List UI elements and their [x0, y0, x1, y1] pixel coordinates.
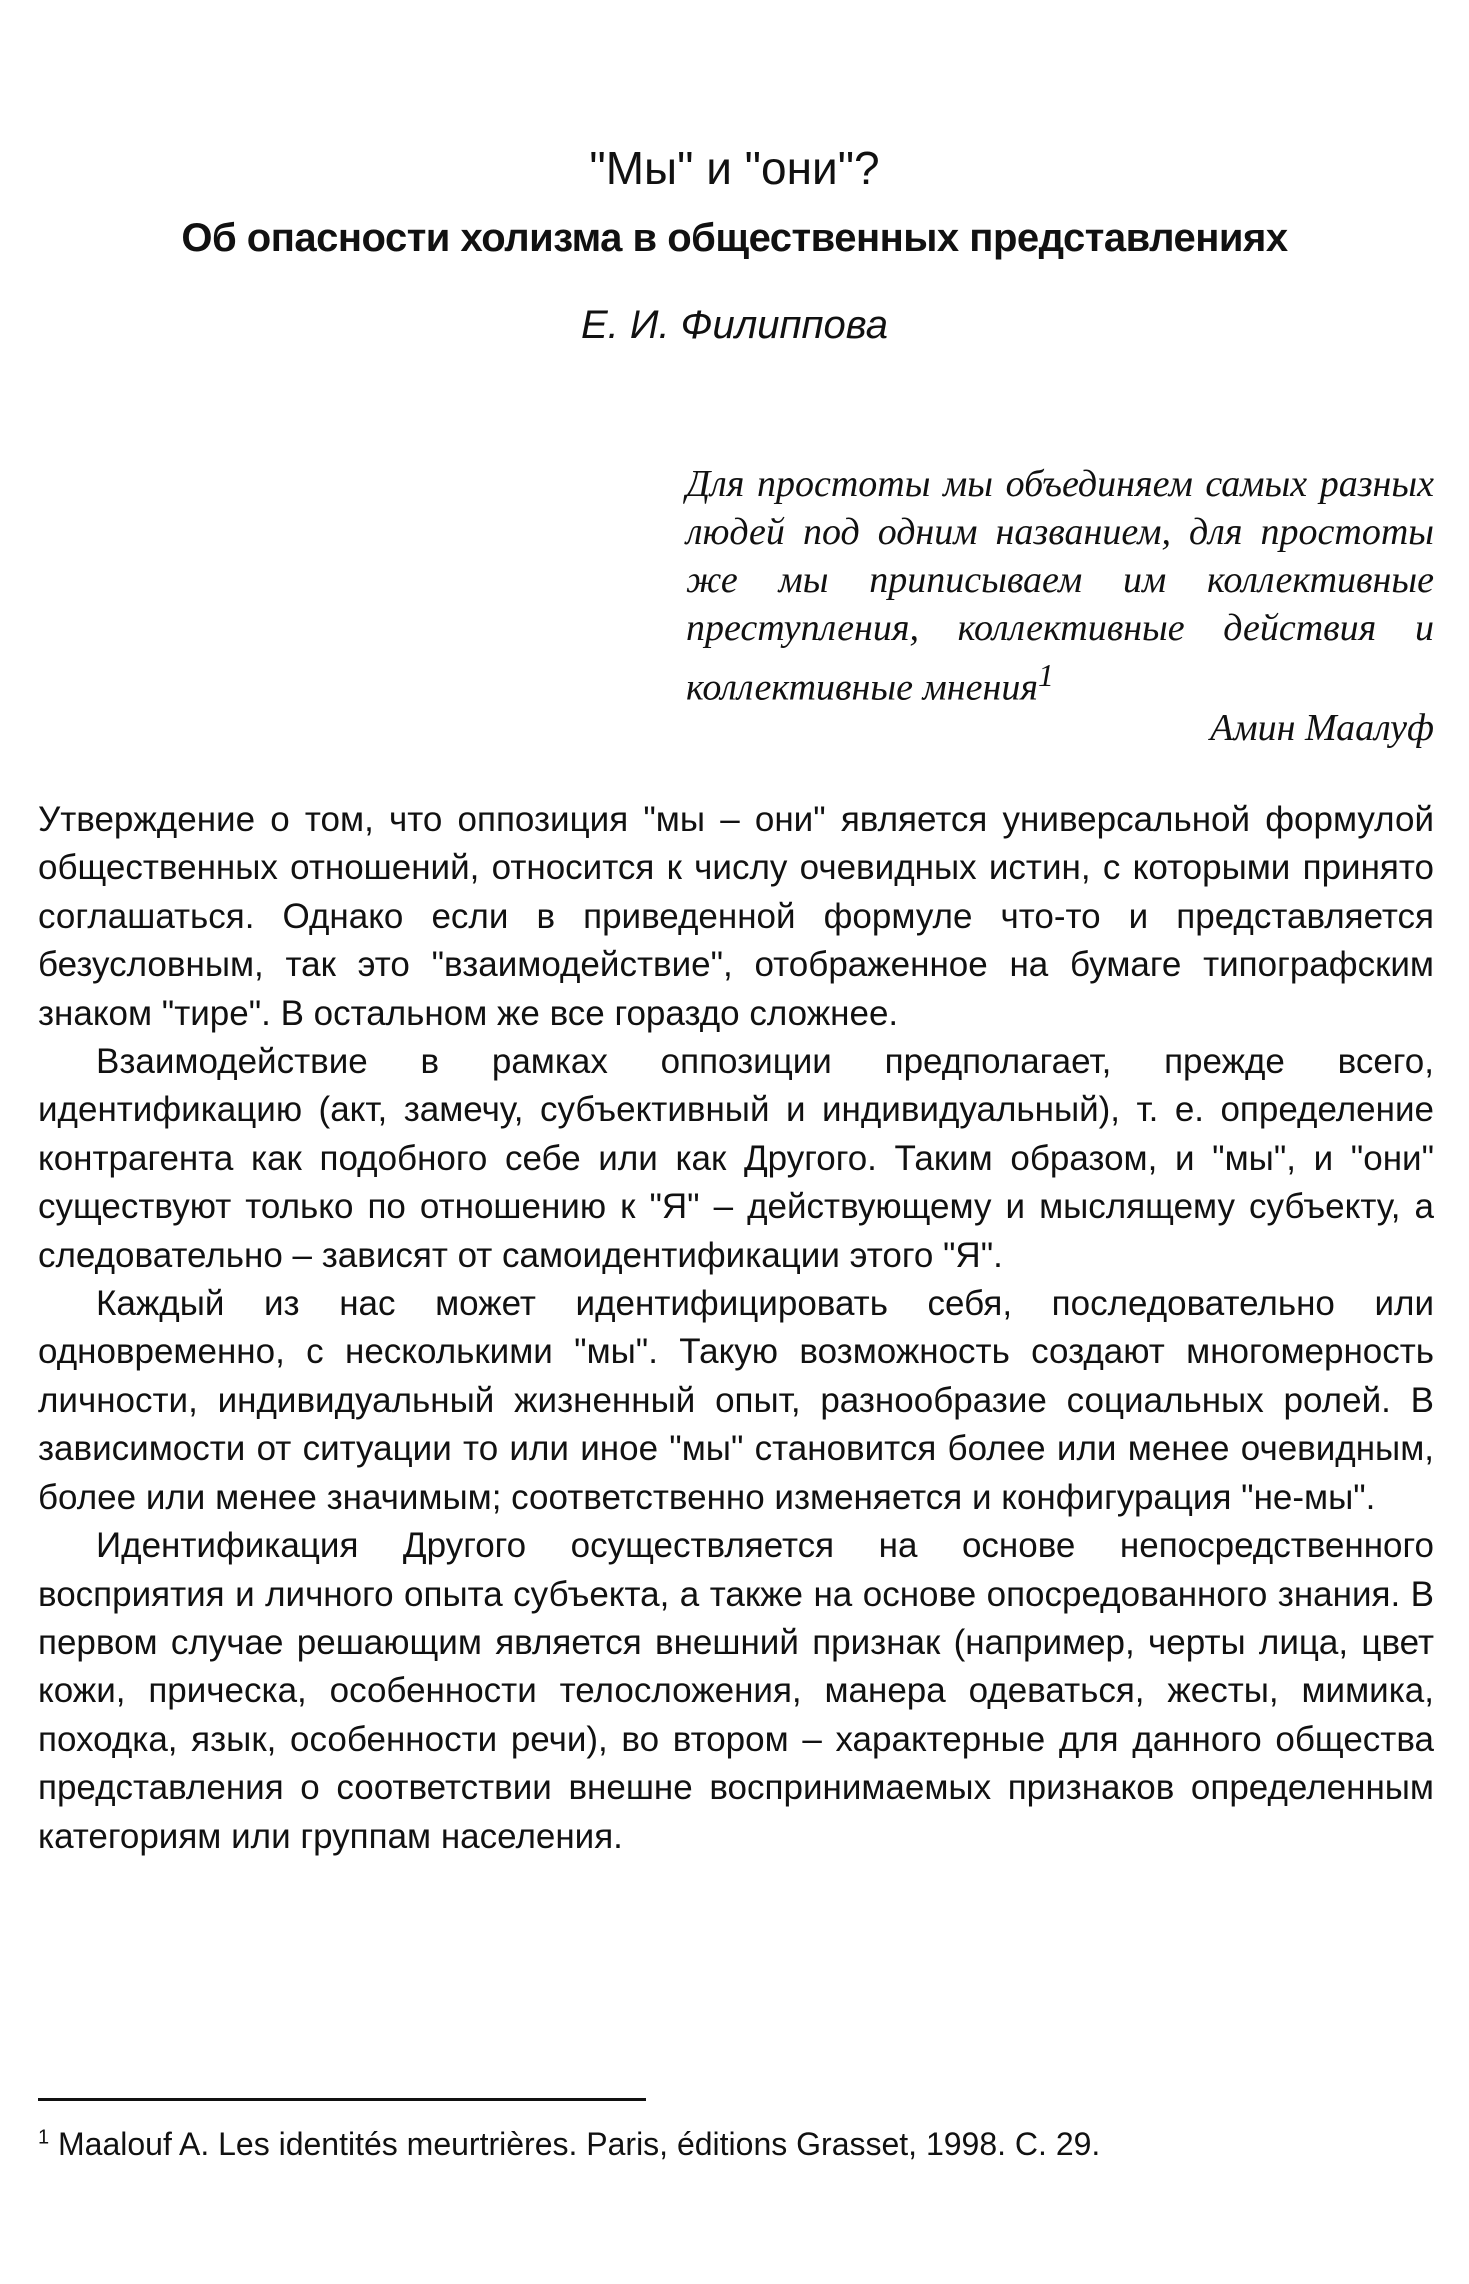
paragraph: Утверждение о том, что оппозиция "мы – они" является универсальной формулой общественных отношений, относится к числу очевидных истин, с которыми принято соглашаться. Однако если в приведенной формуле что-то и представляется безусловным, так это "взаимодействие", отображенное на бумаге типографским знаком "тире". В остальном же все гораздо сложнее. — [38, 800, 1434, 1033]
paragraph: Идентификация Другого осуществляется на основе непосредственного восприятия и личного опыта субъекта, а также на основе опосредованного знания. В первом случае решающим является внешний признак (например, черты лица, цвет кожи, прическа, особенности телосложения, манера одеваться, жесты, мимика, походка, язык, особенности речи), во втором – характерные для данного общества представления о соответствии внешне воспринимаемых признаков определенным категориям или группам населения. — [38, 1526, 1434, 1856]
footnote — [38, 2122, 1434, 2166]
paragraph: Взаимодействие в рамках оппозиции предполагает, прежде всего, идентификацию (акт, замечу, субъективный и индивидуальный), т. е. определение контрагента как подобного себе или как Другого. Таким образом, и "мы", и "они" существуют только по отношению к "Я" – действующему и мыслящему субъекту, а следовательно – зависят от самоидентификации этого "Я". — [38, 1042, 1434, 1275]
paragraph: Каждый из нас может идентифицировать себя, последовательно или одновременно, с несколькими "мы". Такую возможность создают многомерность личности, индивидуальный жизненный опыт, разнообразие социальных ролей. В зависимости от ситуации то или иное "мы" становится более или менее очевидным, более или менее значимым; соответственно изменяется и конфигурация "не-мы". — [38, 1284, 1434, 1517]
epigraph-text: Для простоты мы объединяем самых разных людей под одним названием, для простоты же мы приписываем им коллективные преступления, коллективные действия и коллективные мнения — [686, 463, 1434, 709]
epigraph — [686, 460, 1434, 712]
footnote-text: Maalouf A. Les identités meurtrières. Paris, éditions Grasset, 1998. С. 29. — [58, 2126, 1101, 2162]
epigraph-author: Амин Маалуф — [1210, 707, 1434, 749]
document-title: "Мы" и "они"? — [589, 142, 880, 194]
document-subtitle: Об опасности холизма в общественных представлениях — [181, 216, 1288, 260]
footnote-divider — [38, 2098, 646, 2101]
author-name: Е. И. Филиппова — [580, 303, 889, 347]
body-text — [38, 796, 1434, 1861]
footnote-mark: 1 — [38, 2126, 50, 2149]
epigraph-footnote-mark: 1 — [1037, 658, 1054, 693]
